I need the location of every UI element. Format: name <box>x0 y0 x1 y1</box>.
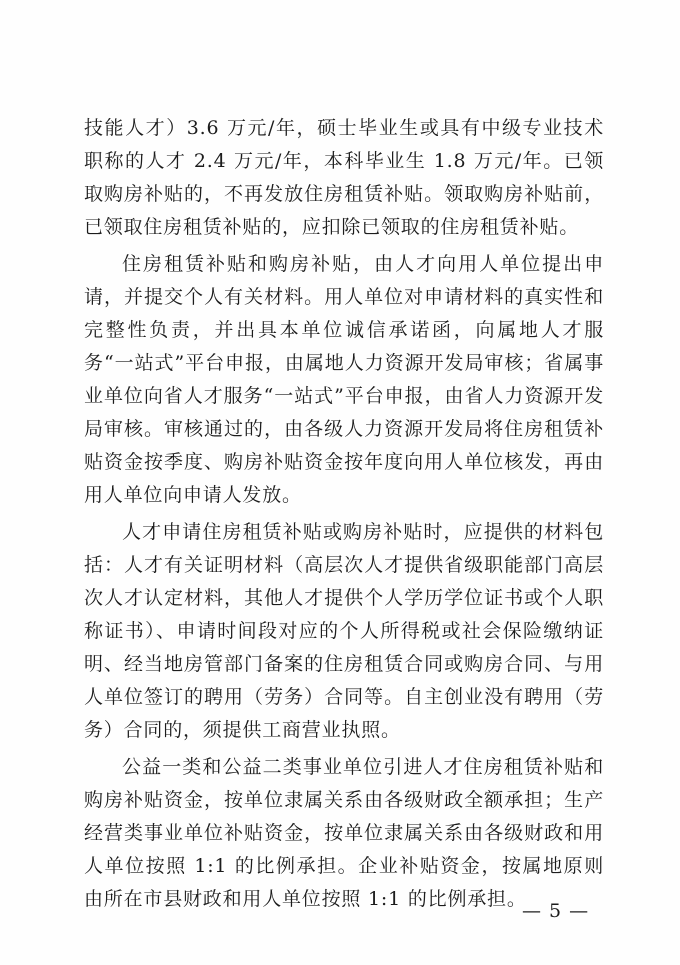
paragraph-1: 技能人才）3.6 万元/年，硕士毕业生或具有中级专业技术职称的人才 2.4 万元/年，本科毕业生 1.8 万元/年。已领取购房补贴的，不再发放住房租赁补贴。领取购房补贴前，已领取住房租赁补贴的，应扣除已领取的住房租赁补贴。 <box>84 117 604 238</box>
document-body <box>84 112 604 920</box>
page-number: — 5 — <box>522 900 590 922</box>
paragraph-3: 人才申请住房租赁补贴或购房补贴时，应提供的材料包括：人才有关证明材料（高层次人才提供省级职能部门高层次人才认定材料，其他人才提供个人学历学位证书或个人职称证书）、申请时间段对应的个人所得税或社会保险缴纳证明、经当地房管部门备案的住房租赁合同或购房合同、与用人单位签订的聘用（劳务）合同等。自主创业没有聘用（劳务）合同的，须提供工商营业执照。 <box>84 521 604 741</box>
paragraph-4: 公益一类和公益二类事业单位引进人才住房租赁补贴和购房补贴资金，按单位隶属关系由各级财政全额承担；生产经营类事业单位补贴资金，按单位隶属关系由各级财政和用人单位按照 1:1 的比例承担。企业补贴资金，按属地原则由所在市县财政和用人单位按照 1:1 的比例承担。 <box>84 756 604 910</box>
paragraph-2: 住房租赁补贴和购房补贴，由人才向用人单位提出申请，并提交个人有关材料。用人单位对申请材料的真实性和完整性负责，并出具本单位诚信承诺函，向属地人才服务“一站式”平台申报，由属地人力资源开发局审核；省属事业单位向省人才服务“一站式”平台申报，由省人力资源开发局审核。审核通过的，由各级人力资源开发局将住房租赁补贴资金按季度、购房补贴资金按年度向用人单位核发，再由用人单位向申请人发放。 <box>84 253 604 506</box>
